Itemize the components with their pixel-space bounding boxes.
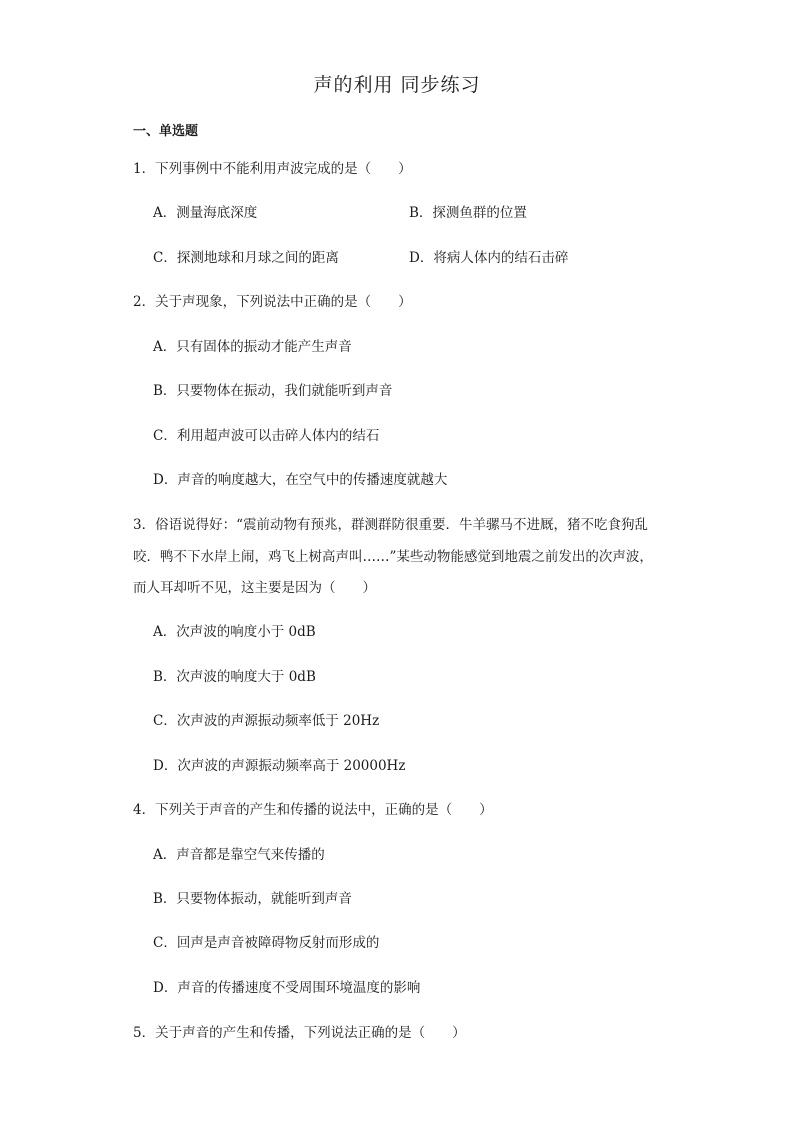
question-3-option-a: A．次声波的响度小于 0dB (153, 624, 316, 640)
question-3-option-d: D．次声波的声源振动频率高于 20000Hz (153, 758, 406, 774)
question-2-option-d: D．声音的响度越大，在空气中的传播速度就越大 (153, 472, 448, 488)
question-3-stem-line-1: 3．俗语说得好：“震前动物有预兆，群测群防很重要．牛羊骡马不进厩，猪不吃食狗乱 (133, 517, 648, 533)
question-3-stem-line-2: 咬．鸭不下水岸上闹，鸡飞上树高声叫……”某些动物能感觉到地震之前发出的次声波， (133, 549, 653, 565)
question-4-stem: 4．下列关于声音的产生和传播的说法中，正确的是（ ） (133, 802, 493, 818)
question-1-option-a: A．测量海底深度 (153, 205, 258, 221)
question-1-option-b: B．探测鱼群的位置 (409, 205, 527, 221)
question-3-option-b: B．次声波的响度大于 0dB (153, 669, 316, 685)
question-4-option-b: B．只要物体振动，就能听到声音 (153, 891, 352, 907)
question-4-option-c: C．回声是声音被障碍物反射而形成的 (153, 935, 380, 951)
section-heading: 一、单选题 (133, 124, 199, 139)
question-2-stem: 2．关于声现象，下列说法中正确的是（ ） (133, 294, 412, 310)
question-4-option-d: D．声音的传播速度不受周围环境温度的影响 (153, 980, 421, 996)
page-title: 声的利用 同步练习 (313, 74, 481, 96)
question-1-stem: 1．下列事例中不能利用声波完成的是（ ） (133, 161, 412, 177)
question-2-option-b: B．只要物体在振动，我们就能听到声音 (153, 383, 393, 399)
question-1-option-d: D．将病人体内的结石击碎 (409, 250, 569, 266)
question-1-option-c: C．探测地球和月球之间的距离 (153, 250, 339, 266)
question-2-option-c: C．利用超声波可以击碎人体内的结石 (153, 428, 380, 444)
question-3-option-c: C．次声波的声源振动频率低于 20Hz (153, 713, 380, 729)
question-3-stem-line-3: 而人耳却听不见，这主要是因为（ ） (133, 580, 376, 596)
question-2-option-a: A．只有固体的振动才能产生声音 (153, 339, 352, 355)
question-5-stem: 5．关于声音的产生和传播，下列说法正确的是（ ） (133, 1025, 466, 1041)
question-4-option-a: A．声音都是靠空气来传播的 (153, 847, 325, 863)
